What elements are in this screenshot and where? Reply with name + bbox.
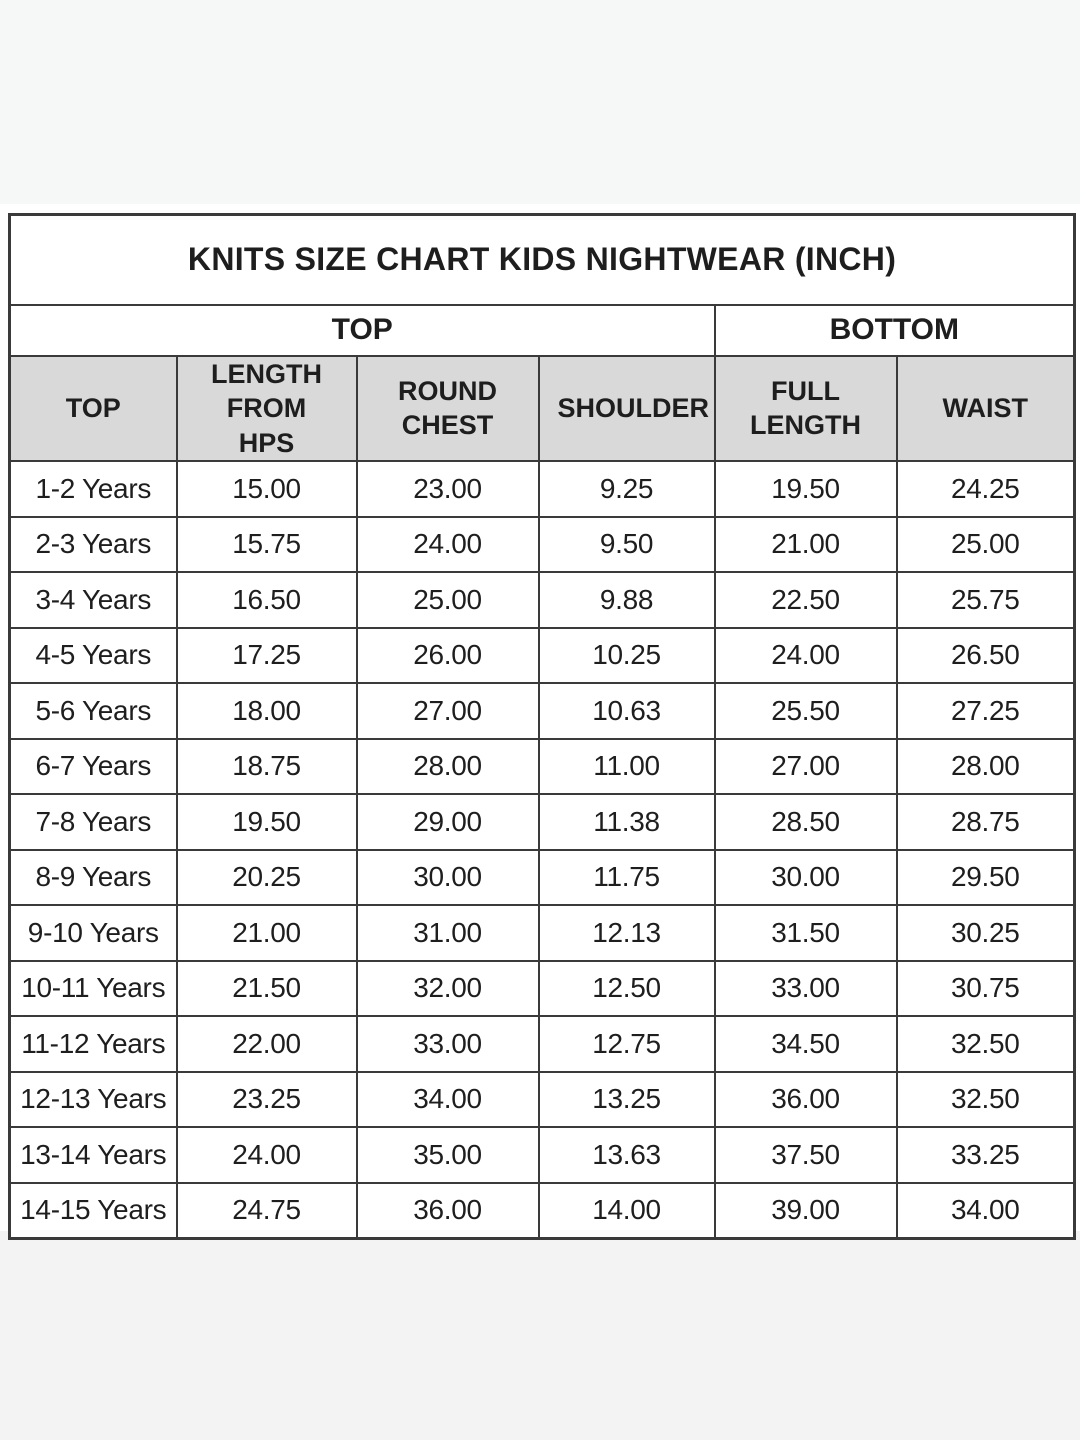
measurement-cell: 34.00 xyxy=(897,1183,1075,1239)
measurement-cell: 25.75 xyxy=(897,572,1075,628)
measurement-cell: 34.00 xyxy=(357,1072,539,1128)
measurement-cell: 22.00 xyxy=(177,1016,357,1072)
section-header-row xyxy=(10,305,1075,356)
measurement-cell: 30.00 xyxy=(715,850,897,906)
column-header-row xyxy=(10,356,1075,462)
measurement-cell: 15.75 xyxy=(177,517,357,573)
size-table-body xyxy=(10,461,1075,1238)
measurement-cell: 24.25 xyxy=(897,461,1075,517)
measurement-cell: 9.25 xyxy=(539,461,715,517)
table-row xyxy=(10,905,1075,961)
measurement-cell: 29.50 xyxy=(897,850,1075,906)
measurement-cell: 29.00 xyxy=(357,794,539,850)
measurement-cell: 32.00 xyxy=(357,961,539,1017)
measurement-cell: 36.00 xyxy=(715,1072,897,1128)
table-row xyxy=(10,1127,1075,1183)
table-row xyxy=(10,517,1075,573)
measurement-cell: 21.00 xyxy=(177,905,357,961)
measurement-cell: 10.63 xyxy=(539,683,715,739)
measurement-cell: 24.00 xyxy=(715,628,897,684)
measurement-cell: 24.00 xyxy=(357,517,539,573)
column-header-length-from-hps: LENGTH FROM HPS xyxy=(177,356,357,462)
size-label-cell: 2-3 Years xyxy=(10,517,177,573)
table-row xyxy=(10,961,1075,1017)
measurement-cell: 11.00 xyxy=(539,739,715,795)
measurement-cell: 28.00 xyxy=(357,739,539,795)
measurement-cell: 27.00 xyxy=(715,739,897,795)
measurement-cell: 18.75 xyxy=(177,739,357,795)
size-label-cell: 4-5 Years xyxy=(10,628,177,684)
measurement-cell: 21.50 xyxy=(177,961,357,1017)
measurement-cell: 12.50 xyxy=(539,961,715,1017)
table-row xyxy=(10,794,1075,850)
measurement-cell: 32.50 xyxy=(897,1072,1075,1128)
measurement-cell: 24.75 xyxy=(177,1183,357,1239)
measurement-cell: 25.00 xyxy=(897,517,1075,573)
measurement-cell: 27.00 xyxy=(357,683,539,739)
measurement-cell: 36.00 xyxy=(357,1183,539,1239)
measurement-cell: 17.25 xyxy=(177,628,357,684)
measurement-cell: 12.75 xyxy=(539,1016,715,1072)
measurement-cell: 21.00 xyxy=(715,517,897,573)
measurement-cell: 11.75 xyxy=(539,850,715,906)
table-row xyxy=(10,628,1075,684)
measurement-cell: 18.00 xyxy=(177,683,357,739)
measurement-cell: 14.00 xyxy=(539,1183,715,1239)
measurement-cell: 39.00 xyxy=(715,1183,897,1239)
measurement-cell: 30.75 xyxy=(897,961,1075,1017)
measurement-cell: 9.88 xyxy=(539,572,715,628)
measurement-cell: 33.00 xyxy=(357,1016,539,1072)
measurement-cell: 30.25 xyxy=(897,905,1075,961)
size-label-cell: 6-7 Years xyxy=(10,739,177,795)
table-row xyxy=(10,739,1075,795)
size-label-cell: 7-8 Years xyxy=(10,794,177,850)
size-chart-panel xyxy=(0,204,1080,1231)
column-header-waist: WAIST xyxy=(897,356,1075,462)
size-label-cell: 1-2 Years xyxy=(10,461,177,517)
column-header-full-length: FULL LENGTH xyxy=(715,356,897,462)
measurement-cell: 31.50 xyxy=(715,905,897,961)
measurement-cell: 28.75 xyxy=(897,794,1075,850)
measurement-cell: 23.25 xyxy=(177,1072,357,1128)
measurement-cell: 19.50 xyxy=(715,461,897,517)
table-row xyxy=(10,1183,1075,1239)
measurement-cell: 15.00 xyxy=(177,461,357,517)
table-title: KNITS SIZE CHART KIDS NIGHTWEAR (INCH) xyxy=(10,215,1075,305)
size-label-cell: 9-10 Years xyxy=(10,905,177,961)
measurement-cell: 25.50 xyxy=(715,683,897,739)
measurement-cell: 37.50 xyxy=(715,1127,897,1183)
column-header-shoulder: SHOULDER xyxy=(539,356,715,462)
table-row xyxy=(10,1016,1075,1072)
measurement-cell: 27.25 xyxy=(897,683,1075,739)
measurement-cell: 24.00 xyxy=(177,1127,357,1183)
size-label-cell: 10-11 Years xyxy=(10,961,177,1017)
measurement-cell: 13.63 xyxy=(539,1127,715,1183)
measurement-cell: 34.50 xyxy=(715,1016,897,1072)
measurement-cell: 10.25 xyxy=(539,628,715,684)
measurement-cell: 25.00 xyxy=(357,572,539,628)
title-row xyxy=(10,215,1075,305)
size-label-cell: 12-13 Years xyxy=(10,1072,177,1128)
measurement-cell: 9.50 xyxy=(539,517,715,573)
size-label-cell: 11-12 Years xyxy=(10,1016,177,1072)
column-header-top: TOP xyxy=(10,356,177,462)
table-row xyxy=(10,683,1075,739)
measurement-cell: 32.50 xyxy=(897,1016,1075,1072)
measurement-cell: 28.00 xyxy=(897,739,1075,795)
size-label-cell: 8-9 Years xyxy=(10,850,177,906)
section-header-bottom: BOTTOM xyxy=(715,305,1075,356)
column-header-round-chest: ROUND CHEST xyxy=(357,356,539,462)
section-header-top: TOP xyxy=(10,305,715,356)
measurement-cell: 16.50 xyxy=(177,572,357,628)
measurement-cell: 28.50 xyxy=(715,794,897,850)
measurement-cell: 33.00 xyxy=(715,961,897,1017)
measurement-cell: 35.00 xyxy=(357,1127,539,1183)
measurement-cell: 26.50 xyxy=(897,628,1075,684)
top-background-band xyxy=(0,0,1080,204)
measurement-cell: 33.25 xyxy=(897,1127,1075,1183)
size-label-cell: 3-4 Years xyxy=(10,572,177,628)
measurement-cell: 19.50 xyxy=(177,794,357,850)
table-row xyxy=(10,461,1075,517)
measurement-cell: 31.00 xyxy=(357,905,539,961)
table-row xyxy=(10,1072,1075,1128)
measurement-cell: 13.25 xyxy=(539,1072,715,1128)
measurement-cell: 11.38 xyxy=(539,794,715,850)
measurement-cell: 26.00 xyxy=(357,628,539,684)
measurement-cell: 23.00 xyxy=(357,461,539,517)
bottom-background-band xyxy=(0,1231,1080,1440)
table-row xyxy=(10,850,1075,906)
table-row xyxy=(10,572,1075,628)
size-chart-table xyxy=(8,213,1076,1240)
size-label-cell: 5-6 Years xyxy=(10,683,177,739)
measurement-cell: 12.13 xyxy=(539,905,715,961)
size-label-cell: 14-15 Years xyxy=(10,1183,177,1239)
measurement-cell: 20.25 xyxy=(177,850,357,906)
measurement-cell: 30.00 xyxy=(357,850,539,906)
measurement-cell: 22.50 xyxy=(715,572,897,628)
size-label-cell: 13-14 Years xyxy=(10,1127,177,1183)
